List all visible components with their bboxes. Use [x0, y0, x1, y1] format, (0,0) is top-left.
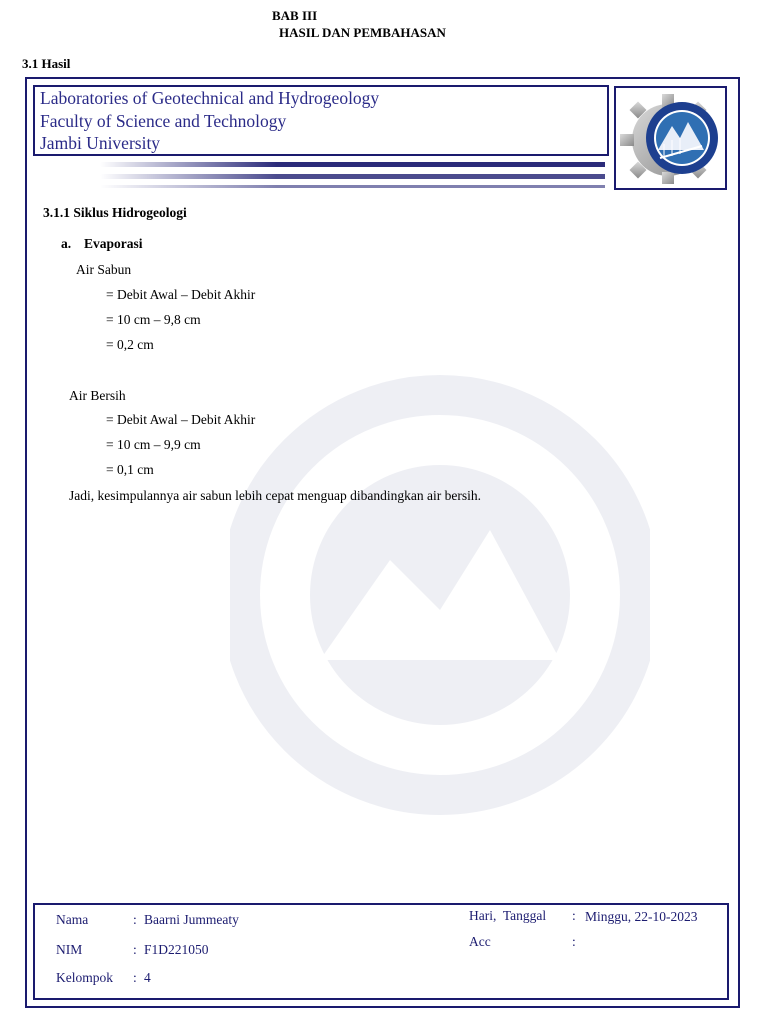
air-bersih-label: Air Bersih	[69, 388, 126, 403]
chapter-number: BAB III	[272, 8, 318, 23]
air-sabun-label: Air Sabun	[76, 262, 132, 277]
air-sabun-formula: = Debit Awal – Debit Akhir	[106, 287, 256, 302]
university-name: Jambi University	[40, 133, 161, 153]
conclusion-text: Jadi, kesimpulannya air sabun lebih cepat menguap dibandingkan air bersih.	[69, 488, 482, 503]
logo-frame	[614, 86, 727, 190]
faculty-name: Faculty of Science and Technology	[40, 111, 287, 131]
header-bar-middle	[100, 174, 605, 179]
air-bersih-formula: = Debit Awal – Debit Akhir	[106, 412, 256, 427]
lab-logo-icon	[616, 88, 725, 188]
acc-colon: :	[572, 934, 576, 949]
nama-value: Baarni Jummeaty	[144, 912, 239, 927]
header-bar-top	[100, 162, 605, 167]
header-bar-bottom	[100, 185, 605, 188]
item-a-title: Evaporasi	[84, 236, 143, 251]
section-heading: 3.1 Hasil	[22, 56, 71, 71]
kelompok-colon: :	[133, 970, 137, 985]
hari-tanggal-value: Minggu, 22-10-2023	[585, 909, 698, 924]
watermark-logo	[230, 360, 650, 830]
nama-colon: :	[133, 912, 137, 927]
lab-name: Laboratories of Geotechnical and Hydrogeology	[40, 88, 380, 108]
chapter-title: HASIL DAN PEMBAHASAN	[279, 25, 446, 40]
air-bersih-substitution: = 10 cm – 9,9 cm	[106, 437, 201, 452]
nim-label: NIM	[56, 942, 83, 957]
air-sabun-substitution: = 10 cm – 9,8 cm	[106, 312, 201, 327]
nim-value: F1D221050	[144, 942, 209, 957]
item-a-marker: a.	[61, 236, 72, 251]
hari-tanggal-colon: :	[572, 908, 576, 923]
air-bersih-result: = 0,1 cm	[106, 462, 154, 477]
kelompok-value: 4	[144, 970, 151, 985]
air-sabun-result: = 0,2 cm	[106, 337, 154, 352]
acc-label: Acc	[469, 934, 491, 949]
nama-label: Nama	[56, 912, 89, 927]
subsection-heading: 3.1.1 Siklus Hidrogeologi	[43, 205, 187, 220]
hari-tanggal-label: Hari, Tanggal	[469, 908, 547, 923]
nim-colon: :	[133, 942, 137, 957]
kelompok-label: Kelompok	[56, 970, 113, 985]
